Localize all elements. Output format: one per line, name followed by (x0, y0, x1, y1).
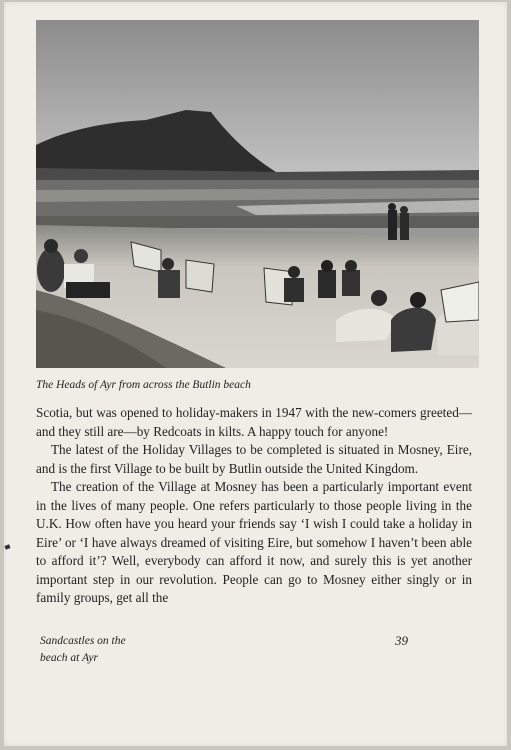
paragraph: The latest of the Holiday Villages to be completed is situated in Mosney, Eire, and is the first Village to be built by Butlin outside the United Kingdom. (36, 442, 472, 476)
side-caption-line: Sandcastles on the (40, 635, 126, 647)
side-caption-line: beach at Ayr (40, 652, 98, 664)
beach-photo (36, 20, 479, 368)
body-text (36, 404, 472, 608)
paragraph: Scotia, but was opened to holiday-makers in 1947 with the new-comers greeted—and they still are—by Redcoats in kilts. A happy touch for anyone! (36, 405, 472, 439)
page-number: 39 (395, 633, 408, 648)
paragraph: The creation of the Village at Mosney has been a particularly important event in the lives of many people. One refers particularly to those people living in the U.K. How often have you heard your friends say ‘I wish I could take a holiday in Eire’ or ‘I have always dreamed of visiting Eire, but somehow I haven’t been able to afford it’? Well, everybody can afford it now, and surely this is yet another important step in our revolution. People can go to Mosney either singly or in family groups, get all the (36, 479, 472, 605)
photo-caption: The Heads of Ayr from across the Butlin beach (36, 379, 251, 391)
side-caption (40, 633, 160, 667)
